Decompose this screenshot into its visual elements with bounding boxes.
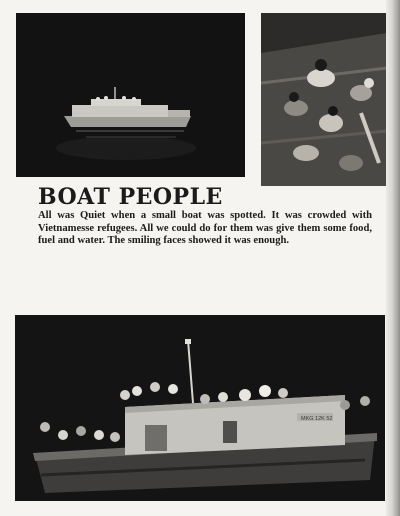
deck-crowd-illustration [261,13,387,186]
large-boat-illustration [15,315,385,501]
night-boat-illustration [16,13,245,177]
page-binding-shadow [386,0,400,516]
article-caption: All was Quiet when a small boat was spotted. It was crowded with Vietnamesse refugees. All we could do for them was give them some food, fuel and water. The smiling faces showed it was enough. [38,210,372,247]
photo-deck-crowd [261,13,387,186]
photo-night-boat [16,13,245,177]
hull-marking: MKG 12K 52 [301,416,333,422]
article-heading: BOAT PEOPLE [38,184,223,210]
photo-large-boat [15,315,385,501]
